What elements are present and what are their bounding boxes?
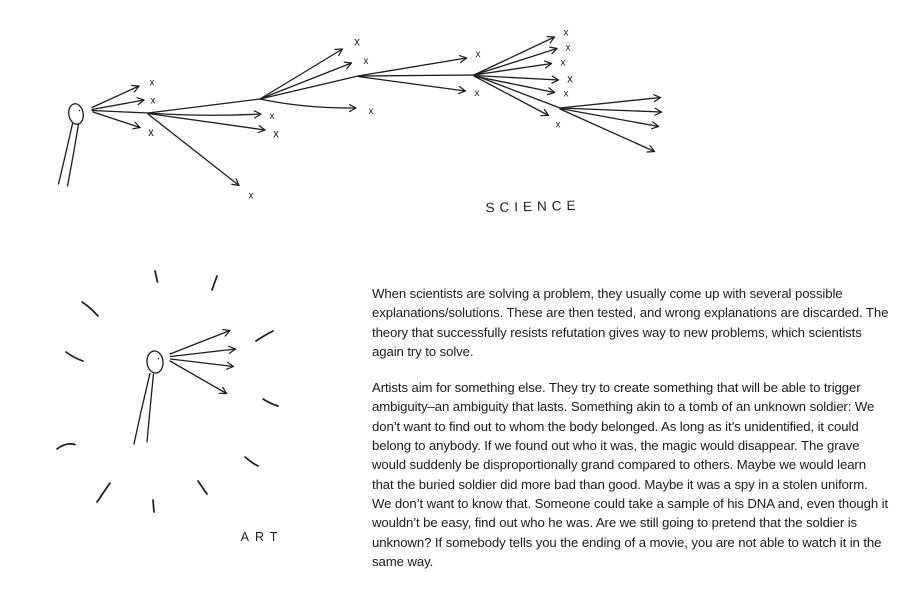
branch-arrow: [474, 49, 557, 76]
branch-arrow: [92, 100, 144, 110]
art-diagram: [40, 250, 320, 562]
x-mark: x: [560, 57, 566, 69]
x-mark: x: [368, 106, 374, 117]
branch-arrow: [260, 49, 343, 99]
dash-stroke: [82, 302, 98, 316]
dash-stroke: [256, 331, 273, 341]
dash-stroke: [212, 276, 217, 290]
x-mark: x: [567, 73, 573, 86]
x-mark: x: [273, 128, 279, 141]
idea-arrow: [170, 361, 227, 394]
x-mark: x: [269, 111, 275, 122]
figure-leg: [59, 124, 73, 185]
art-paragraph: Artists aim for something else. They try to create something that will be able to trigger ambiguity–an ambiguity that lasts. Something akin to a tomb of an unknown soldier: We don’t want to find out to whom the body belonged. As long as it’s unidentified, it could belong to anybody. If we found out who it was, the magic would disappear. The grave would suddenly be disproportionally grand compared to others. Maybe we would learn that the buried soldier did more bad than good. Maybe it was a spy in a stolen uniform. We don’t want to know that. Someone could take a sample of his DNA and, even though it wouldn’t be easy, find out who he was. Are we still going to pretend that the soldier is unknown? If somebody tells you the ending of a movie, you are not able to watch it in the same way.: [372, 380, 889, 569]
science-paragraph: When scientists are solving a problem, they usually come up with several possible explanations/solutions. These are then tested, and wrong explanations are discarded. The theory that successfully resists refutation gives way to new problems, which scientists again try to solve.: [372, 286, 889, 359]
branch-arrow: [474, 76, 549, 116]
science-figure: [59, 103, 85, 186]
figure-eye-dot: [79, 110, 81, 112]
figure-leg: [68, 124, 79, 186]
essay-text: [372, 284, 889, 588]
science-label: SCIENCE: [485, 197, 581, 216]
dash-stroke: [153, 500, 154, 512]
dash-stroke: [198, 481, 207, 494]
dash-stroke: [263, 399, 278, 406]
open-branch-arrow: [560, 109, 655, 152]
dash-stroke: [245, 457, 258, 466]
x-mark: x: [474, 88, 480, 99]
x-mark: x: [354, 36, 360, 49]
x-mark: x: [150, 95, 156, 107]
x-mark: x: [475, 49, 481, 60]
branch-arrow: [358, 58, 467, 76]
figure-head: [67, 103, 85, 126]
branch-arrow: [358, 77, 466, 92]
open-branch-arrow: [560, 98, 661, 109]
art-arrows: [170, 331, 236, 394]
art-label: ART: [240, 530, 284, 544]
x-mark: x: [148, 127, 154, 139]
branch-arrows: [92, 37, 662, 186]
x-mark: x: [248, 190, 254, 202]
x-mark: x: [149, 77, 155, 89]
figure-head: [146, 350, 164, 374]
ambiguity-dashes: [57, 271, 278, 512]
branch-arrow: [148, 113, 261, 115]
science-diagram: [0, 0, 700, 235]
dash-stroke: [155, 271, 158, 282]
x-mark: x: [555, 119, 561, 131]
dash-stroke: [57, 444, 75, 449]
x-mark: x: [565, 42, 571, 54]
dash-stroke: [97, 483, 110, 502]
x-mark: x: [563, 88, 569, 100]
branch-arrow: [93, 112, 140, 128]
dash-stroke: [66, 352, 83, 361]
idea-arrow: [171, 359, 234, 367]
x-mark: x: [563, 27, 569, 39]
x-marks: [148, 28, 573, 202]
branch-arrow: [260, 99, 356, 108]
art-figure: [134, 350, 164, 444]
figure-eye-dot: [158, 358, 160, 360]
branch-arrow: [92, 86, 139, 108]
x-mark: x: [363, 56, 369, 67]
